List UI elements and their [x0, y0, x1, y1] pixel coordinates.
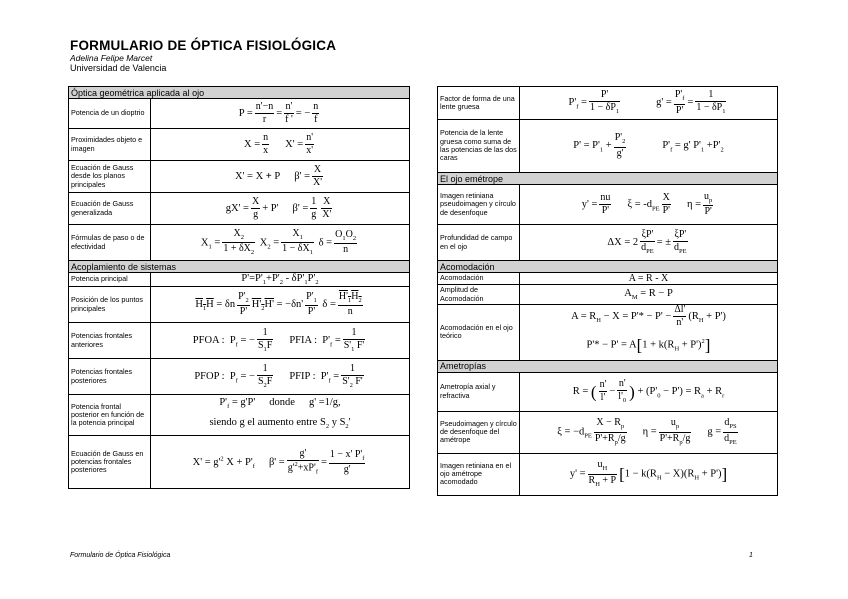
label-imagen-ametrope: Imagen retiniana en el ojo amétrope acomodado — [438, 453, 520, 495]
label-potencia-principal: Potencia principal — [69, 273, 151, 287]
label-factor-forma: Factor de forma de una lente gruesa — [438, 87, 520, 120]
label-imagen-retiniana: Imagen retiniana pseudoimagen y círculo de desenfoque — [438, 185, 520, 225]
phrase-siendo: siendo g el aumento entre S — [209, 417, 326, 429]
label-gauss-planos: Ecuación de Gauss desde los planos principales — [69, 161, 151, 193]
eq-factor-forma: $P'_f$ = $\frac{P'}{1 - \delta P_1}$ g' = $\frac{P'_f}{P'}$ = $\frac{1}{1 - \delta P_1}$ — [520, 87, 778, 120]
label-pseudoimagen-ametrope: Pseudoimagen y círculo de desenfoque del amétrope — [438, 411, 520, 453]
word-donde: donde — [269, 397, 295, 409]
eq-potencia-lente-gruesa: $P' = P'_1$ + $\frac{P'_2}{g'}$ $P'_f = g'$ $P'_1 +P'_2$ — [520, 120, 778, 173]
footer-title: Formulario de Óptica Fisiológica — [70, 552, 171, 559]
label-frontales-anteriores: Potencias frontales anteriores — [69, 323, 151, 359]
label-puntos-principales: Posición de los puntos principales — [69, 287, 151, 323]
label-frontales-posteriores: Potencias frontales posteriores — [69, 359, 151, 395]
eq-proximidades: X = $\frac{n}{x}$ X' = $\frac{n'}{x'}$ — [151, 129, 410, 161]
eq-gauss-frontales: $X' = g'^2$ $X + P'_f$ β' = $\frac{g'}{g'^2+xP'_f}$ = $\frac{1 - x' P'_f}{g'}$ — [151, 436, 410, 489]
section-ojo-emetrope: El ojo emétrope — [438, 173, 778, 185]
eq-frontal-principal: $P'_f = g'P'$ donde g' =1/g, siendo g el aumento entre $S_2$ y $S_2'$ — [151, 395, 410, 436]
section-acoplamiento: Acoplamiento de sistemas — [69, 261, 410, 273]
label-amplitud-acomodacion: Amplitud de Acomodación — [438, 285, 520, 305]
phrase-y: y S — [331, 417, 346, 429]
eq-puntos-principales: $H_1H = \delta n$ $\frac{P'_2}{P'}$ $H'_2H' = -\delta n'$ $\frac{P'_1}{P'}$ δ = $\frac{H'_1H_2}{n}$ — [151, 287, 410, 323]
label-ametropia-axial: Ametropía axial y refractiva — [438, 372, 520, 411]
label-gauss-generalizada: Ecuación de Gauss generalizada — [69, 193, 151, 225]
label-gauss-frontales: Ecuación de Gauss en potencias frontales posteriores — [69, 436, 151, 489]
eq-gauss-planos: X' = X + P β' = $\frac{X}{X'}$ — [151, 161, 410, 193]
eq-frontales-anteriores: PFOA : $P_f$ = − $\frac{1}{S_1F}$ PFIA : $P'_f$ = $\frac{1}{S'_1 F'}$ — [151, 323, 410, 359]
page-number: 1 — [749, 552, 753, 559]
document-title: FORMULARIO DE ÓPTICA FISIOLÓGICA — [70, 38, 337, 53]
label-potencia-lente-gruesa: Potencia de la lente gruesa como suma de las potencias de las dos caras — [438, 120, 520, 173]
section-ametropias: Ametropías — [438, 360, 778, 372]
eq-acomodacion-teorico: $A = R_H - X = P'* - P'$ − $\frac{\Delta l'}{n'}$ $(R_H + P')$ $P'* - P' = A[1 + k(R_H + P')^2]$ — [520, 305, 778, 361]
label-proximidades: Proximidades objeto e imagen — [69, 129, 151, 161]
author: Adelina Felipe Marcet — [70, 53, 153, 63]
label-acomodacion-teorico: Acomodación en el ojo teórico — [438, 305, 520, 361]
section-acomodacion: Acomodación — [438, 261, 778, 273]
left-formula-table — [68, 86, 410, 489]
eq-imagen-ametrope: y' = $\frac{u_H}{R_H + P}$ $[1 - k(R_H - X)(R_H + P')]$ — [520, 453, 778, 495]
eq-potencia-principal: $P'=P'_1+P'_2 - \delta P'_1P'_2$ — [151, 273, 410, 287]
right-formula-table — [437, 86, 778, 496]
eq-acomodacion: A = R - X — [520, 273, 778, 285]
eq-profundidad-campo: ΔX = 2 ξP' $d_{PE}$ = ± ξP' $d_{PE}$ — [520, 225, 778, 261]
eq-potencia-dioptrio: P = $\frac{n'-n}{r}$ = $\frac{n'}{f '}$ = − $\frac{n}{f}$ — [151, 99, 410, 129]
eq-pseudoimagen-ametrope: $\xi = -d_{PE}$ $\frac{X - R_p}{P'+R_p/g}$ η = $\frac{u_p}{P'+R_p/g}$ g = $d_{PS}$ $d_{PE}$ — [520, 411, 778, 453]
label-potencia-dioptrio: Potencia de un dioptrio — [69, 99, 151, 129]
eq-gauss-generalizada: gX' = $\frac{X}{g}$ + P' β' = $\frac{1}{g}$ $\frac{X}{X'}$ — [151, 193, 410, 225]
label-profundidad-campo: Profundidad de campo en el ojo — [438, 225, 520, 261]
section-optica-geometrica: Óptica geométrica aplicada al ojo — [69, 87, 410, 99]
eq-ametropia-axial: R = ( $\frac{n'}{l'}$ − $\frac{n'}{l'_0}$ ) + $(P'_0 - P') = R_a + R_r$ — [520, 372, 778, 411]
eq-formulas-paso: $X_1$ = $\frac{X_2}{1 + \delta X_2}$ $X_2$ = $\frac{X_1}{1 - \delta X_1}$ δ = $\frac{O_1O_2}{n}$ — [151, 225, 410, 261]
eq-frontales-posteriores: PFOP : $P_f$ = − $\frac{1}{S_2F}$ PFIP : $P'_f$ = $\frac{1}{S'_2 F'}$ — [151, 359, 410, 395]
eq-amplitud-acomodacion: $A_M = R - P$ — [520, 285, 778, 305]
label-formulas-paso: Fórmulas de paso o de efectividad — [69, 225, 151, 261]
institution: Universidad de Valencia — [70, 63, 167, 73]
document-header — [70, 38, 336, 74]
label-frontal-principal: Potencia frontal posterior en función de la potencia principal — [69, 395, 151, 436]
label-acomodacion: Acomodación — [438, 273, 520, 285]
eq-imagen-retiniana: y' = $\frac{nu}{P'}$ $\xi = -d_{PE}$ $\frac{X}{P'}$ η = $\frac{u_p}{P'}$ — [520, 185, 778, 225]
